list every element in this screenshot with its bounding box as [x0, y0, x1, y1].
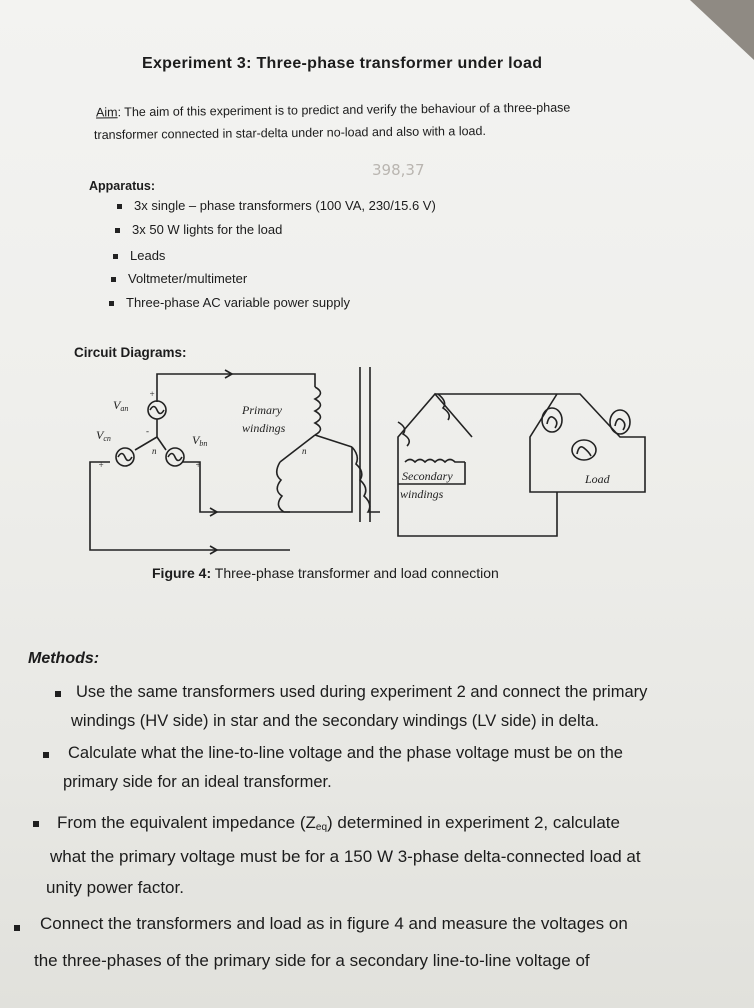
method-2-line-2: primary side for an ideal transformer. [63, 773, 332, 791]
bullet-icon [43, 752, 49, 758]
apparatus-item [117, 198, 436, 213]
methods-heading: Methods: [28, 650, 100, 667]
apparatus-item-text: Three-phase AC variable power supply [126, 295, 351, 310]
circuit-heading: Circuit Diagrams: [74, 345, 187, 360]
plus-sign: + [149, 389, 156, 399]
method-3-line-3: unity power factor. [46, 878, 184, 897]
label-primary-2: windings [242, 421, 286, 435]
apparatus-item [109, 295, 350, 310]
wire [90, 462, 290, 550]
apparatus-item [113, 248, 165, 263]
apparatus-item [115, 222, 282, 237]
figure-caption-text: Three-phase transformer and load connection [211, 565, 499, 581]
bullet-icon [33, 821, 39, 827]
label-vbn: Vbn [192, 433, 208, 448]
method-3-line-2: what the primary voltage must be for a 150 W 3-phase delta-connected load at [50, 847, 641, 866]
method-4-line-2: the three-phases of the primary side for a secondary line-to-line voltage of [34, 951, 590, 970]
apparatus-item-text: 3x 50 W lights for the load [132, 222, 283, 237]
label-neutral-2: n [302, 446, 307, 456]
bullet-icon [117, 204, 122, 209]
plus-sign: + [195, 460, 202, 470]
bullet-icon [14, 925, 20, 931]
bullet-icon [55, 691, 61, 697]
bullet-icon [115, 228, 120, 233]
label-van: Van [113, 398, 129, 413]
plus-sign: + [98, 460, 105, 470]
method-4-line-1: Connect the transformers and load as in figure 4 and measure the voltages on [40, 914, 628, 933]
page-title: Experiment 3: Three-phase transformer under load [142, 55, 543, 72]
label-neutral: n [152, 446, 157, 456]
bullet-icon [109, 301, 114, 306]
circuit-diagram [60, 362, 670, 562]
method-1-line-2: windings (HV side) in star and the secondary windings (LV side) in delta. [71, 712, 599, 730]
apparatus-item [111, 271, 247, 286]
wire [182, 447, 352, 512]
figure-label: Figure 4: [152, 565, 212, 581]
aim-text-1: : The aim of this experiment is to predict and verify the behaviour of a three-phase [117, 100, 571, 120]
label-load: Load [585, 472, 610, 486]
bullet-icon [113, 254, 118, 259]
wire [157, 374, 315, 402]
label-secondary-1: Secondary [402, 469, 453, 483]
apparatus-heading: Apparatus: [89, 179, 155, 193]
label-primary-1: Primary [242, 403, 282, 417]
method-2-line-1: Calculate what the line-to-line voltage and the phase voltage must be on the [68, 744, 623, 762]
method-1-line-1: Use the same transformers used during experiment 2 and connect the primary [76, 683, 648, 701]
figure-caption [152, 565, 499, 581]
apparatus-item-text: Leads [130, 248, 166, 263]
apparatus-item-text: Voltmeter/multimeter [128, 271, 248, 286]
apparatus-item-text: 3x single – phase transformers (100 VA, 230/15.6 V) [134, 198, 436, 213]
handwritten-note: 398,37 [372, 161, 425, 179]
aim-label: Aim [95, 105, 118, 120]
method-3-text-a: From the equivalent impedance (Z [57, 813, 316, 832]
minus-sign: - [146, 426, 149, 436]
method-3-line-1 [57, 813, 620, 833]
label-secondary-2: windings [400, 487, 444, 501]
label-vcn: Vcn [96, 428, 111, 443]
bullet-icon [111, 277, 116, 282]
aim-line-2: transformer connected in star-delta under no-load and also with a load. [93, 123, 486, 143]
method-3-text-b: ) determined in experiment 2, calculate [327, 813, 620, 832]
z-eq-subscript: eq [315, 822, 328, 833]
